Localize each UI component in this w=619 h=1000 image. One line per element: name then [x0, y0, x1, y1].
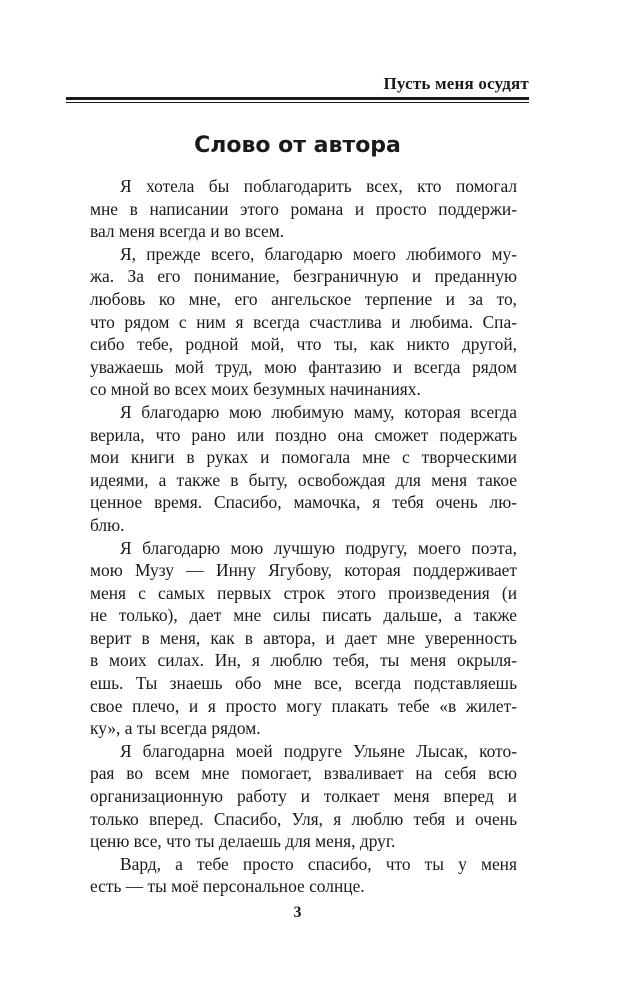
text-line: мои книги в руках и помогала мне с творческими: [90, 447, 517, 468]
text-line: ценю все, что ты делаешь для меня, друг.: [90, 831, 396, 852]
text-line: мою Музу — Инну Ягубову, которая поддерживает: [90, 560, 517, 581]
header-rule-thin: [66, 102, 529, 103]
text-line: в моих силах. Ин, я люблю тебя, ты меня окрыля-: [90, 650, 517, 671]
text-line: Я благодарна моей подруге Ульяне Лысак, кото-: [120, 740, 517, 761]
text-line: есть — ты моё персональное солнце.: [90, 876, 365, 897]
text-line: Я, прежде всего, благодарю моего любимого му-: [120, 243, 517, 264]
text-line: идеями, а также в быту, освобождая для меня такое: [90, 469, 517, 490]
text-line: меня с самых первых строк этого произведения (и: [90, 582, 517, 603]
paragraph: [90, 537, 517, 740]
text-line: со мной во всех моих безумных начинаниях.: [90, 379, 421, 400]
text-line: любовь ко мне, его ангельское терпение и за то,: [90, 288, 517, 309]
text-line: верила, что рано или поздно она сможет подержать: [90, 424, 517, 445]
body-text: [90, 175, 517, 898]
text-line: сибо тебе, родной мой, что ты, как никто другой,: [90, 334, 517, 355]
text-line: свое плечо, и я просто могу плакать тебе «в жилет-: [90, 695, 517, 716]
text-line: Я хотела бы поблагодарить всех, кто помогал: [120, 176, 517, 196]
text-line: Вард, а тебе просто спасибо, что ты у меня: [120, 853, 517, 874]
text-line: Я благодарю мою любимую маму, которая всегда: [120, 401, 517, 422]
page-number: 3: [293, 904, 302, 921]
text-line: уважаешь мой труд, мою фантазию и всегда рядом: [90, 356, 517, 377]
text-line: что рядом с ним я всегда счастлива и любима. Спа-: [90, 311, 517, 332]
text-line: жа. За его понимание, безграничную и преданную: [90, 266, 517, 287]
text-line: ценное время. Спасибо, мамочка, я тебя очень лю-: [90, 492, 517, 513]
paragraph: [90, 740, 517, 853]
header-rule-thick: [66, 97, 529, 100]
text-line: только вперед. Спасибо, Уля, я люблю тебя и очень: [90, 808, 517, 829]
text-line: ешь. Ты знаешь обо мне все, всегда подставляешь: [90, 673, 517, 694]
text-line: Я благодарю мою лучшую подругу, моего поэта,: [120, 537, 517, 558]
section-title: Слово от автора: [194, 133, 401, 158]
text-line: организационную работу и толкает меня вперед и: [90, 786, 517, 807]
paragraph: [90, 175, 517, 243]
text-line: блю.: [90, 514, 125, 535]
text-line: вал меня всегда и во всем.: [90, 221, 285, 242]
running-header-title: Пусть меня осудят: [383, 74, 529, 93]
text-line: рая во всем мне помогает, взваливает на себя всю: [90, 763, 517, 784]
paragraph: [90, 243, 517, 401]
paragraph: [90, 853, 517, 898]
text-line: не только), дает мне силы писать дальше, а также: [90, 605, 517, 626]
text-line: ку», а ты всегда рядом.: [90, 718, 261, 739]
paragraph: [90, 401, 517, 537]
text-line: верит в меня, как в автора, и дает мне уверенность: [90, 627, 517, 648]
text-line: мне в написании этого романа и просто поддержи-: [90, 198, 517, 219]
